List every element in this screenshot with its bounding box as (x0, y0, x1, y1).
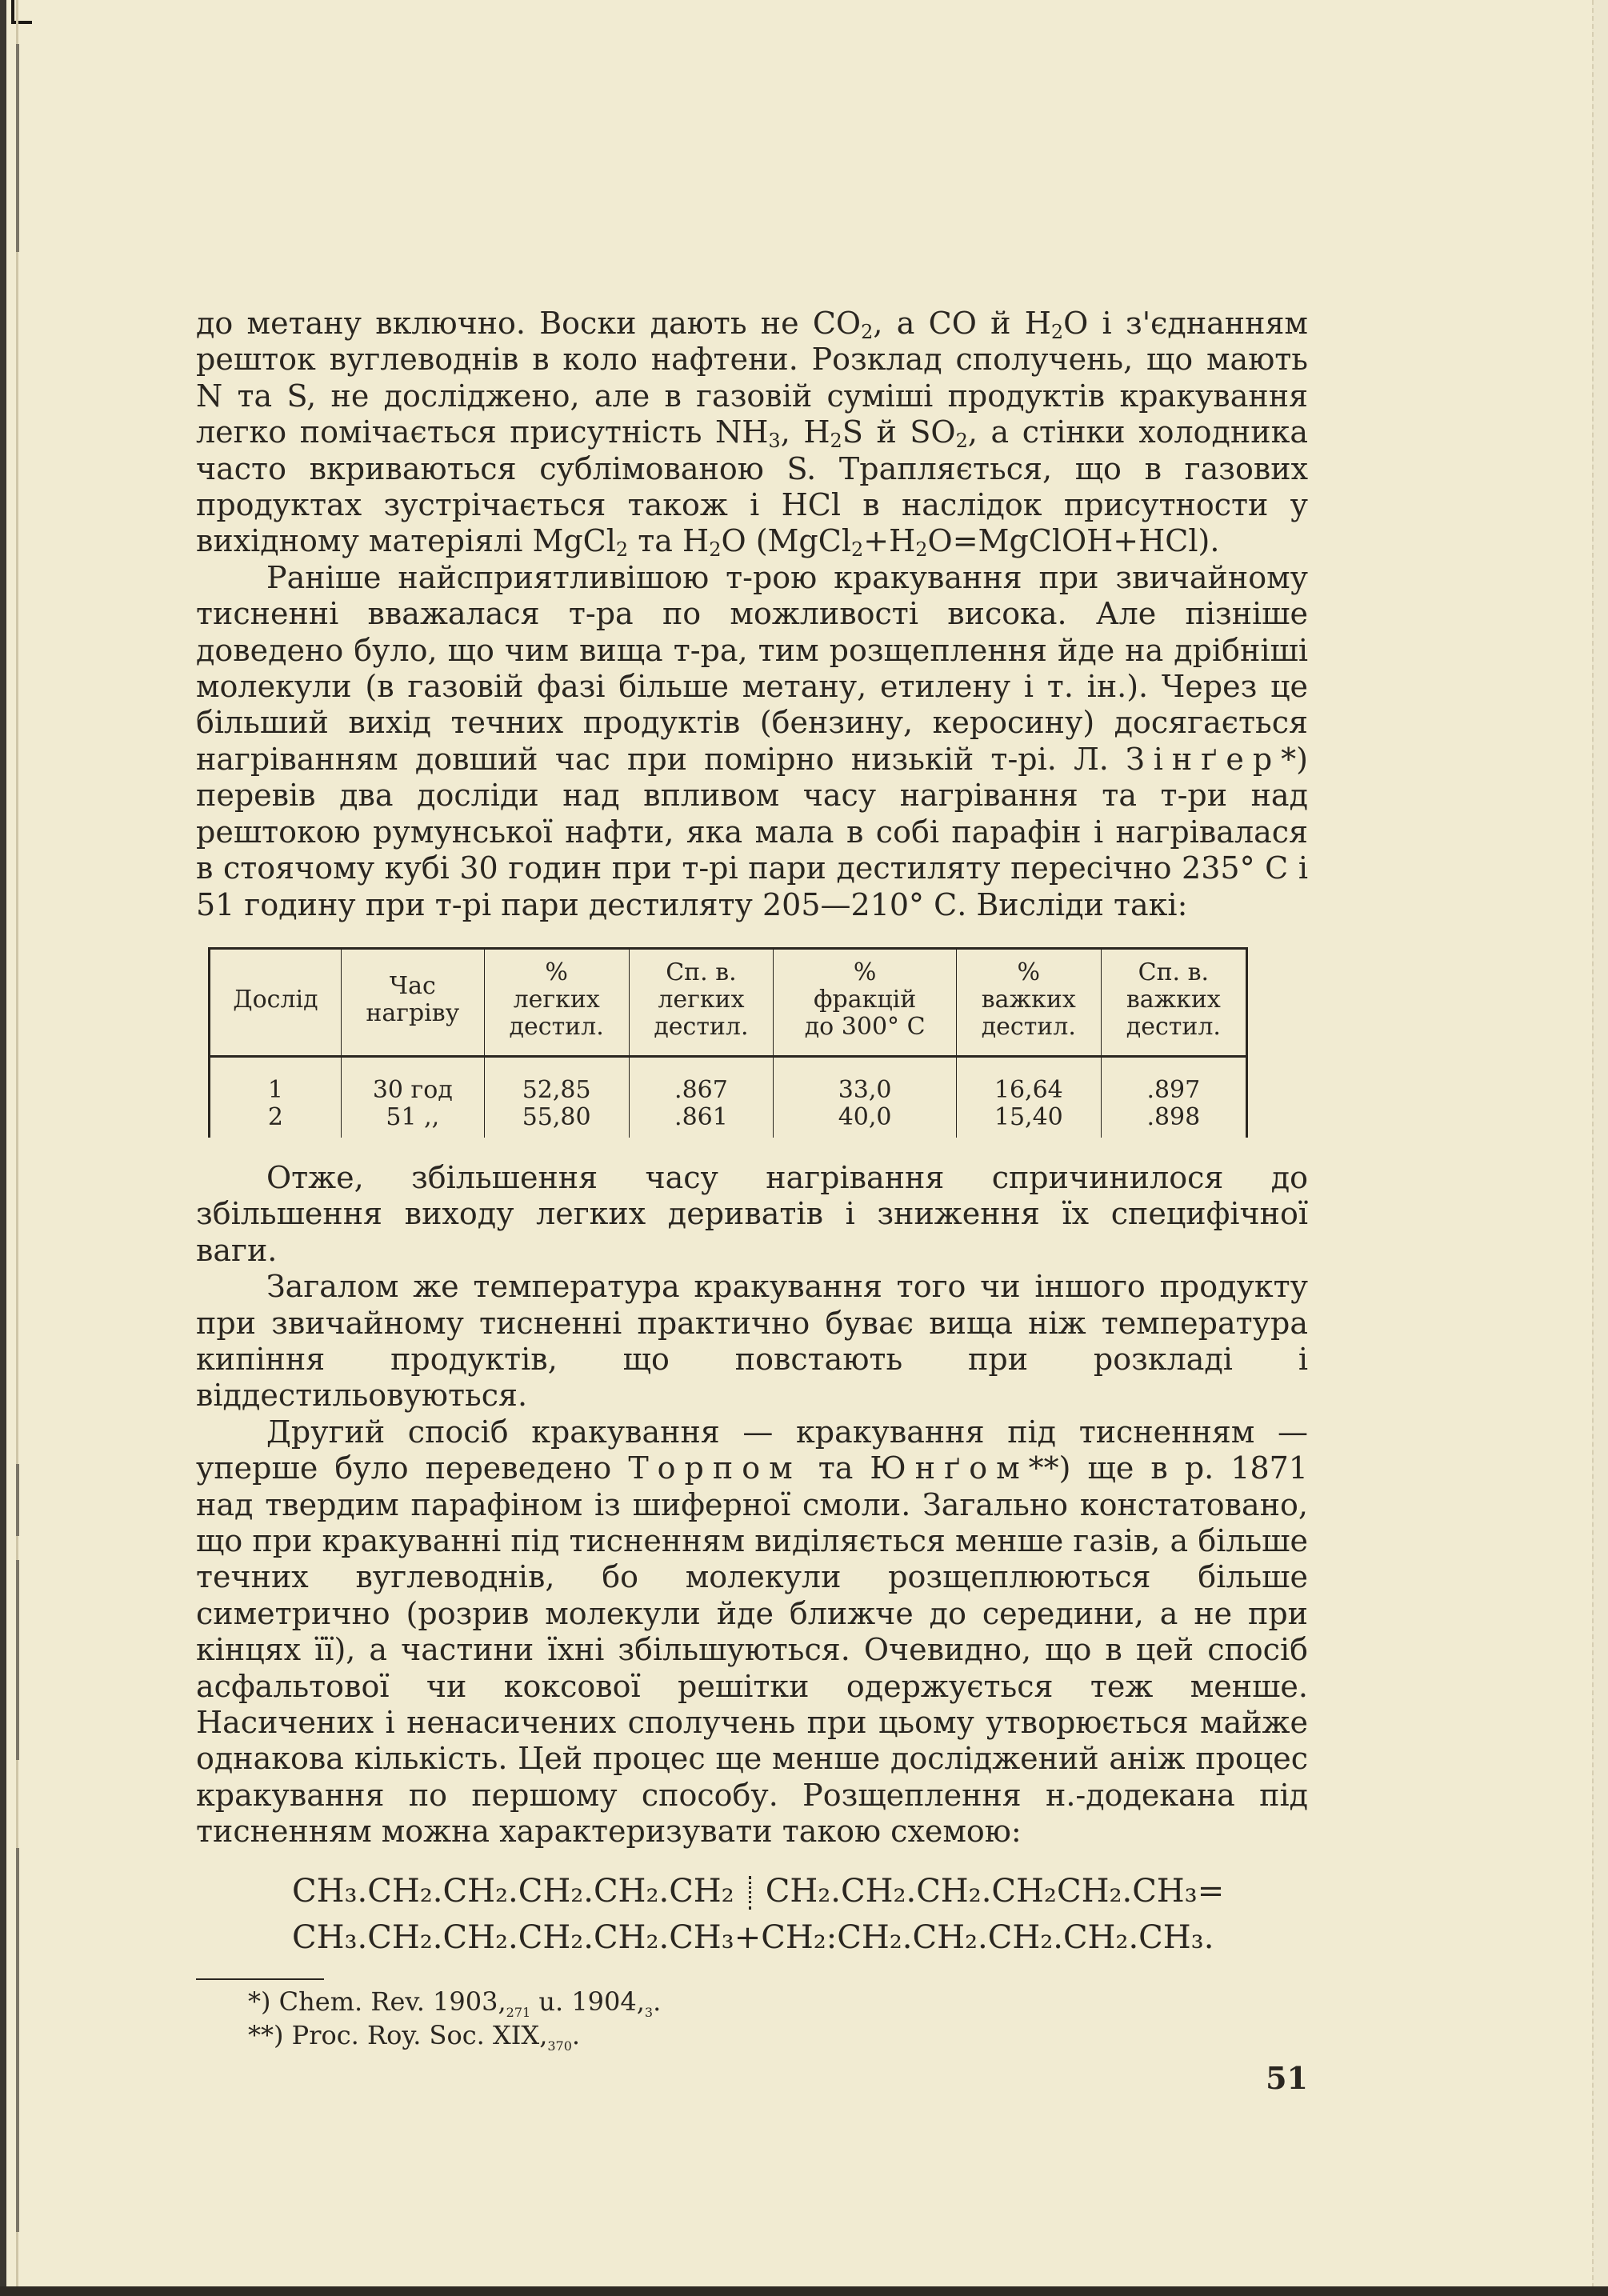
column-header: Дослід (210, 948, 342, 1056)
column-header: Сп. в. важких дестил. (1101, 948, 1246, 1056)
table-cell: .861 (629, 1104, 774, 1138)
footnote: **) Proc. Roy. Soc. $XIX,_{370}$. (248, 2019, 581, 2054)
margin-mark (16, 1560, 19, 1760)
formula-line: CH₃.CH₂.CH₂.CH₂.CH₂.CH₂ CH₂.CH₂.CH₂.CH₂CH₂.CH₃= (292, 1872, 1225, 1910)
table-cell: 51 ,, (341, 1104, 484, 1138)
margin-mark (16, 1848, 19, 2232)
column-header: % легких дестил. (484, 948, 629, 1056)
column-header: % фракцій до 300° C (774, 948, 957, 1056)
paragraph: Раніше найсприятливішою т-рою кракування при звичайному тисненні вважалася т-ра по можливості висока. Але пізніше доведено було, що чим вища т-ра, тим розщеплення йде на дрібніші молекули (в газовій фазі більше метану, етилену і т. ін.). Через це більший вихід течних продуктів (бензину, керосину) досягається нагріванням довший час при помірно низькій т-рі. Л. Зінґер*) перевів два досліди над впливом часу нагрівання та т-ри над рештокою румунської нафти, яка мала в собі парафін і нагрівалася в стоячому кубі 30 годин при т-рі пари дестиляту пересічно 235° С і 51 годину при т-рі пари дестиляту 205—210° С. Висліди такі: (196, 559, 1308, 922)
chemical-formula (292, 1868, 1308, 1961)
table-cell: 16,64 (956, 1056, 1101, 1104)
table-header-row (210, 948, 1247, 1056)
scan-corner-mark (11, 0, 32, 24)
formula-line: CH₃.CH₂.CH₂.CH₂.CH₂.CH₃+CH₂:CH₂.CH₂.CH₂.CH₂.CH₃. (292, 1918, 1214, 1956)
column-header: Час нагріву (341, 948, 484, 1056)
column-header: % важких дестил. (956, 948, 1101, 1056)
scan-right-border (1592, 0, 1608, 2296)
table-row (210, 1056, 1247, 1104)
table-cell: 40,0 (774, 1104, 957, 1138)
footnote-divider (196, 1978, 324, 1980)
table-cell: 1 (210, 1056, 342, 1104)
table-cell: .867 (629, 1056, 774, 1104)
paragraph: Другий спосіб кракування — кракування під тисненням — уперше було переведено Торпом та Юнґом**) ще в р. 1871 над твердим парафіном із шиферної смоли. Загально констатовано, що при кракуванні під тисненням виділяється менше газів, а більше течних вуглеводнів, бо молекули розщеплюються більше симетрично (розрив молекули йде ближче до середини, а не при кінцях її), а частини їхні збільшуються. Очевидно, що в цей спосіб асфальтової чи коксової решітки одержується теж менше. Насичених і ненасичених сполучень при цьому утворюється майже однакова кількість. Цей процес ще менше досліджений аніж процес кракування по першому способу. Розщеплення н.-додекана під тисненням можна характеризувати такою схемою: (196, 1414, 1308, 1850)
author-name: Торпом (628, 1450, 802, 1486)
table-cell: 33,0 (774, 1056, 957, 1104)
table-cell: 55,80 (484, 1104, 629, 1138)
footnote: *) Chem. Rev. $1903,_{271}$ u. $1904,_3$. (248, 1986, 662, 2020)
paragraph: Загалом же температура кракування того чи іншого продукту при звичайному тисненні практично буває вища ніж температура кипіння продуктів, що повстають при розкладі і віддестильовуються. (196, 1269, 1308, 1414)
margin-mark (16, 1464, 19, 1536)
table-cell: 30 год (341, 1056, 484, 1104)
page-body (196, 306, 1308, 2052)
table-row (210, 1104, 1247, 1138)
author-name: Юнґом (870, 1450, 1029, 1486)
results-table (208, 947, 1248, 1138)
paragraph: до метану включно. Воски дають не $CO_2$, а CO й $H_2O$ і з'єднанням решток вуглеводнів в коло нафтени. Розклад сполучень, що мають N та S, не досліджено, але в газовій суміші продуктів кракування легко помічається присутність $NH_3$, $H_2S$ й $SO_2$, а стінки холодника часто вкриваються сублімованою S. Трапляється, що в газових продуктах зустрічається також і HCl в наслідок присутности у вихідному матеріялі MgCl$_2$ та $H_2O$ $(MgCl_2+H_2O=MgClOH+HCl)$. (196, 306, 1309, 562)
margin-mark (16, 44, 19, 252)
table-cell: .898 (1101, 1104, 1246, 1138)
column-header: Сп. в. легких дестил. (629, 948, 774, 1056)
paragraph: Отже, збільшення часу нагрівання спричинилося до збільшення виходу легких дериватів і зниження їх специфічної ваги. (196, 1159, 1308, 1268)
scan-left-edge (0, 0, 6, 2296)
table-cell: .897 (1101, 1056, 1246, 1104)
table-cell: 52,85 (484, 1056, 629, 1104)
table-cell: 15,40 (956, 1104, 1101, 1138)
table-cell: 2 (210, 1104, 342, 1138)
scan-bottom-edge (0, 2286, 1608, 2296)
author-name: Зінґер (1126, 741, 1282, 777)
cleavage-mark (749, 1876, 751, 1910)
page-number: 51 (1266, 2060, 1308, 2096)
